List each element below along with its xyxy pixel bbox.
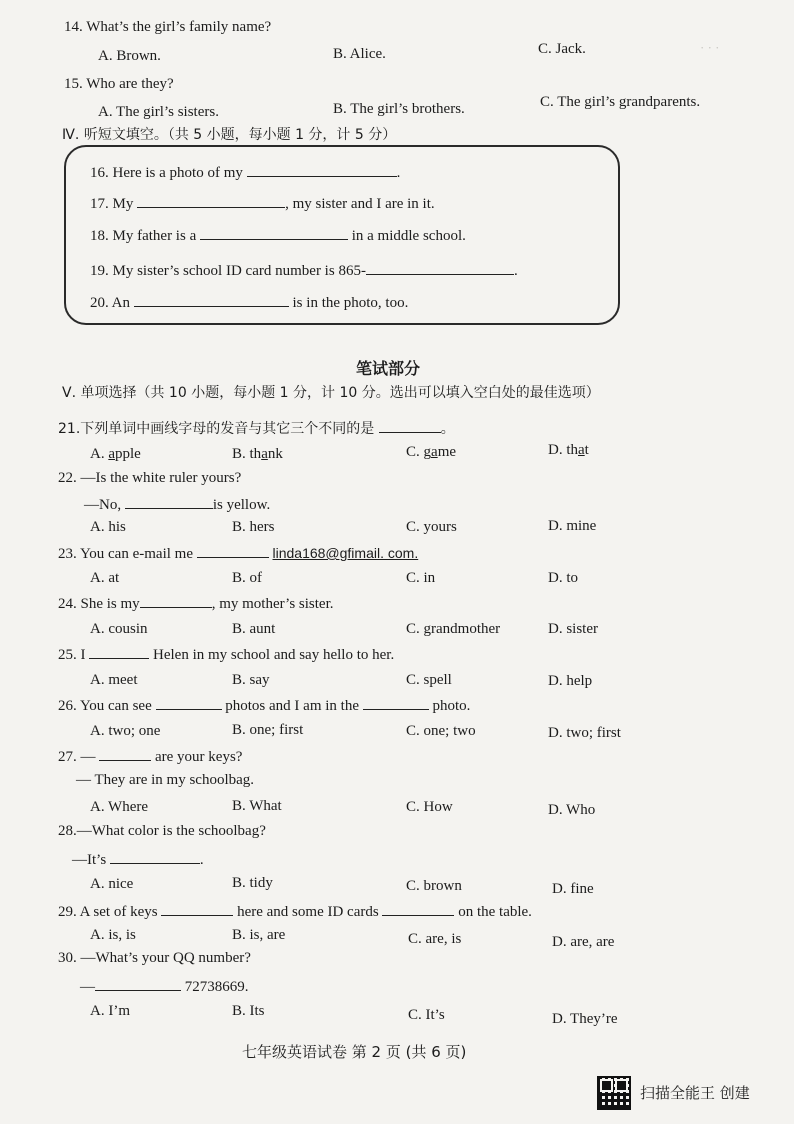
answer-blank[interactable] (379, 418, 441, 433)
fill-item-16-end: . (396, 165, 401, 181)
question-14-option-a: A. Brown. (98, 48, 161, 64)
qr-code-icon (597, 1076, 631, 1110)
fill-item-20-text: 20. An (90, 295, 134, 311)
question-15-stem: 15. Who are they? (64, 76, 174, 92)
question-26-option-a: A. two; one (90, 723, 161, 739)
answer-blank[interactable] (137, 193, 285, 208)
answer-blank[interactable] (110, 849, 200, 864)
scanner-watermark: 扫描全能王 创建 (640, 1084, 750, 1102)
question-30-option-b: B. Its (232, 1003, 265, 1019)
question-27-option-d: D. Who (548, 802, 596, 818)
fill-item-19-end: . (513, 263, 518, 279)
question-25-option-d: D. help (548, 673, 593, 689)
question-26-option-b: B. one; first (232, 722, 304, 738)
question-23-stem: 23. You can e-mail me linda168@gfimail. com. (58, 545, 419, 562)
answer-blank[interactable] (89, 644, 149, 659)
question-22-option-d: D. mine (548, 518, 597, 534)
question-22-option-a: A. his (90, 519, 126, 535)
question-25-option-a: A. meet (90, 672, 138, 688)
question-23-option-a: A. at (90, 570, 120, 586)
email-address: linda168@gfimail. com. (272, 545, 419, 561)
fill-item-19-text: 19. My sister’s school ID card number is 865- (90, 263, 366, 279)
question-27-line2: — They are in my schoolbag. (76, 772, 255, 788)
fill-item-18-end: in a middle school. (347, 228, 466, 244)
question-25-stem: 25. I Helen in my school and say hello to her. (58, 644, 394, 664)
question-28-option-d: D. fine (552, 881, 594, 897)
question-27-stem: 27. — are your keys? (58, 746, 242, 766)
question-22-stem: 22. —Is the white ruler yours? (58, 470, 242, 486)
question-27-option-a: A. Where (90, 799, 149, 815)
fill-item-16 (90, 162, 400, 182)
question-26-stem: 26. You can see photos and I am in the photo. (58, 695, 470, 715)
answer-blank[interactable] (95, 976, 181, 991)
question-23-option-c: C. in (406, 570, 436, 586)
question-21-option-c: C. game (406, 444, 457, 460)
fill-item-19 (90, 260, 518, 280)
question-14-option-b: B. Alice. (333, 46, 386, 62)
question-30-line2: — 72738669. (80, 976, 249, 996)
fill-item-17-text: 17. My (90, 196, 138, 212)
answer-blank[interactable] (99, 746, 151, 761)
fill-item-20 (90, 292, 408, 312)
question-22-option-c: C. yours (406, 519, 457, 535)
question-23-option-b: B. of (232, 570, 262, 586)
question-28-option-a: A. nice (90, 876, 134, 892)
question-14-stem: 14. What’s the girl’s family name? (64, 19, 272, 35)
fill-item-18 (90, 225, 466, 245)
question-28-line2: —It’s . (72, 849, 204, 869)
question-15-option-a: A. The girl’s sisters. (98, 104, 219, 120)
answer-blank[interactable] (134, 292, 289, 307)
question-24-option-c: C. grandmother (406, 621, 501, 637)
question-23-option-d: D. to (548, 570, 578, 586)
page-footer: 七年级英语试卷 第 2 页 (共 6 页) (242, 1043, 467, 1061)
question-25-option-c: C. spell (406, 672, 452, 688)
question-26-option-c: C. one; two (406, 723, 476, 739)
question-14-option-c: C. Jack. (538, 41, 586, 57)
answer-blank[interactable] (156, 695, 222, 710)
question-21-option-b: B. thank (232, 446, 283, 462)
fill-item-18-text: 18. My father is a (90, 228, 200, 244)
question-25-option-b: B. say (232, 672, 270, 688)
question-15-option-c: C. The girl’s grandparents. (540, 94, 701, 110)
question-27-option-c: C. How (406, 799, 453, 815)
answer-blank[interactable] (197, 543, 269, 558)
question-21-stem (58, 418, 455, 438)
fill-item-17-end: , my sister and I are in it. (285, 196, 435, 212)
question-22-line2: —No, is yellow. (84, 494, 270, 514)
written-part-title: 笔试部分 (356, 359, 421, 378)
answer-blank[interactable] (200, 225, 348, 240)
question-27-option-b: B. What (232, 798, 282, 814)
question-21-text: 21.下列单词中画线字母的发音与其它三个不同的是 (58, 421, 379, 437)
fill-item-16-text: 16. Here is a photo of my (90, 165, 247, 181)
answer-blank[interactable] (363, 695, 429, 710)
question-29-stem: 29. A set of keys here and some ID cards on the table. (58, 901, 532, 921)
question-29-option-b: B. is, are (232, 927, 286, 943)
question-29-option-d: D. are, are (552, 934, 615, 950)
question-29-option-a: A. is, is (90, 927, 136, 943)
fill-item-20-end: is in the photo, too. (288, 295, 409, 311)
question-15-option-b: B. The girl’s brothers. (333, 101, 465, 117)
question-30-option-d: D. They’re (552, 1011, 618, 1027)
question-30-stem: 30. —What’s your QQ number? (58, 950, 251, 966)
answer-blank[interactable] (140, 593, 212, 608)
question-28-option-b: B. tidy (232, 875, 273, 891)
question-24-stem: 24. She is my , my mother’s sister. (58, 593, 334, 613)
question-26-option-d: D. two; first (548, 725, 621, 741)
question-30-option-a: A. I’m (90, 1003, 130, 1019)
fill-item-17 (90, 193, 435, 213)
question-28-option-c: C. brown (406, 878, 462, 894)
question-21-option-d: D. that (548, 442, 589, 458)
section-4-heading: Ⅳ. 听短文填空。（共 5 小题，每小题 1 分，计 5 分） (62, 127, 397, 143)
answer-blank[interactable] (366, 260, 514, 275)
question-30-option-c: C. It’s (408, 1007, 445, 1023)
question-28-stem: 28.—What color is the schoolbag? (58, 823, 266, 839)
bleed-through: · · · (700, 40, 720, 55)
answer-blank[interactable] (247, 162, 397, 177)
question-29-option-c: C. are, is (408, 931, 462, 947)
question-22-option-b: B. hers (232, 519, 275, 535)
question-24-option-d: D. sister (548, 621, 598, 637)
question-21-end: 。 (440, 421, 455, 437)
answer-blank[interactable] (382, 901, 454, 916)
question-24-option-b: B. aunt (232, 621, 276, 637)
answer-blank[interactable] (125, 494, 213, 509)
answer-blank[interactable] (161, 901, 233, 916)
section-5-heading: Ⅴ. 单项选择（共 10 小题，每小题 1 分，计 10 分。选出可以填入空白处的最佳选项） (62, 385, 600, 401)
question-21-option-a: A. apple (90, 446, 141, 462)
question-24-option-a: A. cousin (90, 621, 148, 637)
